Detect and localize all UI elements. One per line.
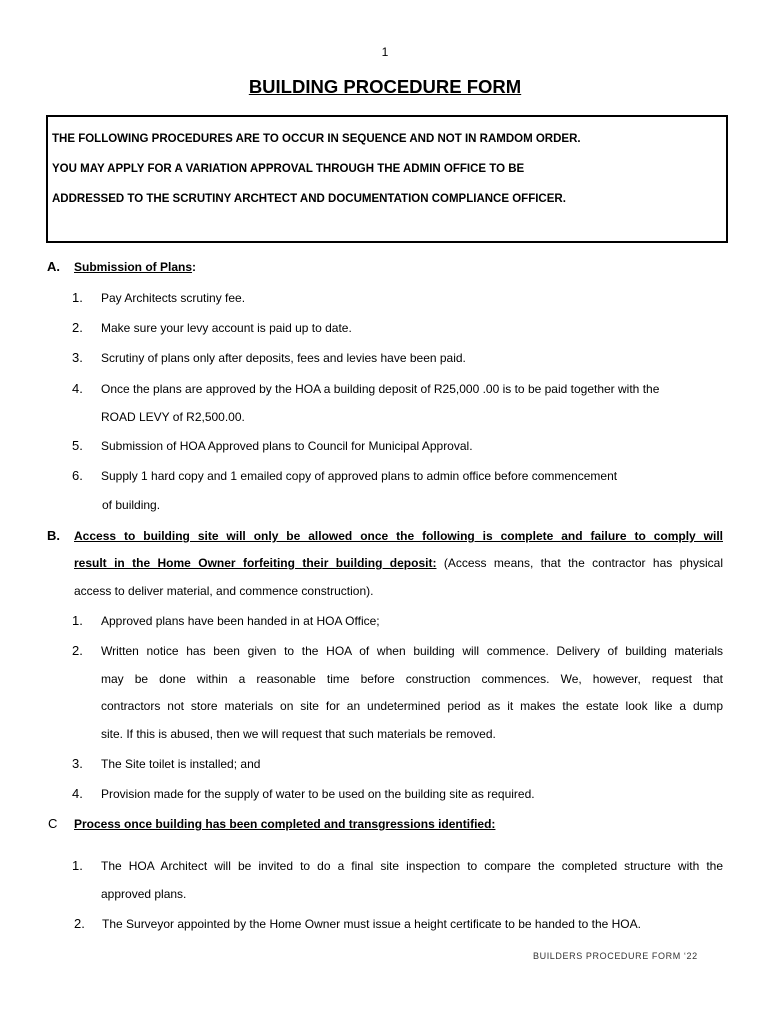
b-item-4-text: Provision made for the supply of water to be used on the building site as required. [101, 787, 535, 801]
a-item-3-num: 3. [72, 350, 83, 365]
page-footer: BUILDERS PROCEDURE FORM ‘22 [533, 951, 698, 961]
c-item-1-text: The HOA Architect will be invited to do a final site inspection to compare the completed structure with the [101, 859, 723, 873]
section-c-title: Process once building has been completed and transgressions identified: [74, 817, 496, 831]
a-item-4-text-cont: ROAD LEVY of R2,500.00. [101, 410, 245, 424]
a-item-5-text: Submission of HOA Approved plans to Council for Municipal Approval. [101, 439, 473, 453]
section-a-letter: A. [47, 259, 60, 274]
c-item-2-text: The Surveyor appointed by the Home Owner must issue a height certificate to be handed to the HOA. [102, 917, 641, 931]
section-b-heading-line-1: Access to building site will only be allowed once the following is complete and failure to comply will [74, 529, 723, 543]
section-b-heading-rest: (Access means, that the contractor has physical [436, 556, 723, 570]
a-item-4-text: Once the plans are approved by the HOA a building deposit of R25,000 .00 is to be paid together with the [101, 382, 660, 396]
a-item-1-num: 1. [72, 290, 83, 305]
section-b-heading-line-3: access to deliver material, and commence construction). [74, 584, 374, 598]
b-item-1-text: Approved plans have been handed in at HOA Office; [101, 614, 380, 628]
section-a-heading [74, 260, 196, 274]
a-item-6-num: 6. [72, 468, 83, 483]
c-item-1-text-cont: approved plans. [101, 887, 187, 901]
notice-box [46, 115, 728, 243]
b-item-2-text-cont-1: may be done within a reasonable time before construction commences. We, however, request that [101, 672, 723, 686]
c-item-1-num: 1. [72, 858, 83, 873]
page-number: 1 [381, 45, 389, 59]
b-item-1-num: 1. [72, 613, 83, 628]
a-item-2-text: Make sure your levy account is paid up to date. [101, 321, 352, 335]
b-item-2-text-cont-3: site. If this is abused, then we will request that such materials be removed. [101, 727, 496, 741]
notice-line-1: THE FOLLOWING PROCEDURES ARE TO OCCUR IN SEQUENCE AND NOT IN RAMDOM ORDER. [52, 133, 581, 145]
section-b-heading-bold: result in the Home Owner forfeiting their building deposit: [74, 556, 437, 570]
b-item-4-num: 4. [72, 786, 83, 801]
a-item-4-num: 4. [72, 381, 83, 396]
b-item-2-text: Written notice has been given to the HOA of when building will commence. Delivery of building materials [101, 644, 723, 658]
a-item-2-num: 2. [72, 320, 83, 335]
b-item-2-text-cont-2: contractors not store materials on site for an undetermined period as it makes the estate look like a dump [101, 699, 723, 713]
a-item-3-text: Scrutiny of plans only after deposits, fees and levies have been paid. [101, 351, 466, 365]
notice-line-2: YOU MAY APPLY FOR A VARIATION APPROVAL THROUGH THE ADMIN OFFICE TO BE [52, 163, 525, 175]
a-item-6-text-cont: of building. [102, 498, 161, 512]
section-b-letter: B. [47, 528, 60, 543]
section-b-heading-line-2 [74, 556, 723, 570]
section-a-colon: : [192, 260, 197, 274]
notice-line-3: ADDRESSED TO THE SCRUTINY ARCHTECT AND DOCUMENTATION COMPLIANCE OFFICER. [52, 193, 566, 205]
b-item-2-num: 2. [72, 643, 83, 658]
b-item-3-num: 3. [72, 756, 83, 771]
a-item-1-text: Pay Architects scrutiny fee. [101, 291, 246, 305]
b-item-3-text: The Site toilet is installed; and [101, 757, 261, 771]
section-c-letter: C [48, 816, 58, 831]
section-a-title: Submission of Plans [74, 260, 193, 274]
a-item-6-text: Supply 1 hard copy and 1 emailed copy of approved plans to admin office before commencement [101, 469, 618, 483]
c-item-2-num: 2. [74, 916, 85, 931]
a-item-5-num: 5. [72, 438, 83, 453]
page-title: BUILDING PROCEDURE FORM [248, 76, 522, 97]
